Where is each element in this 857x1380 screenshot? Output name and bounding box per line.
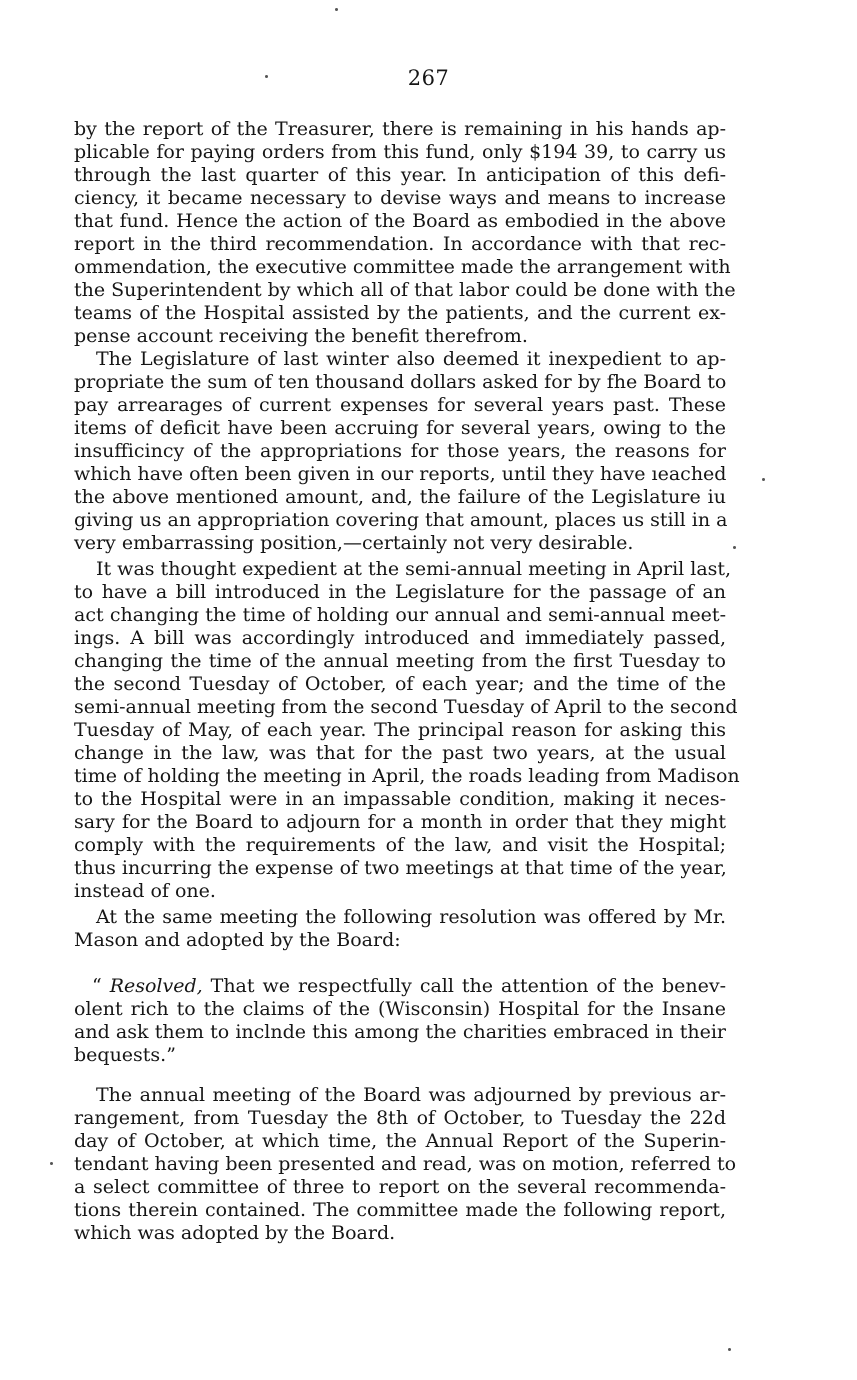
page-number: 267 [407,66,450,90]
text-line: insufficincy of the appropriations for those years, the reasons for [74,440,726,462]
text-line: Mason and adopted by the Board: [74,929,401,951]
text-line: At the same meeting the following resolution was offered by Mr. [96,906,726,928]
text-line: comply with the requirements of the law, and visit the Hospital; [74,834,726,856]
text-line: thus incurring the expense of two meetings at that time of the year, [74,857,727,879]
text-line: propriate the sum of ten thousand dollars asked for by fhe Board to [74,371,727,393]
print-speck [733,546,736,549]
text-line: instead of one. [74,880,216,902]
print-speck [762,478,765,481]
text-line: Tuesday of May, of each year. The principal reason for asking this [74,719,726,741]
text-line: teams of the Hospital assisted by the patients, and the current ex- [74,302,726,324]
text-line: ings. A bill was accordingly introduced and immediately passed, [74,627,726,649]
resolution-line: olent rich to the claims of the (Wisconsin) Hospital for the Insane [74,998,726,1020]
text-line: day of October, at which time, the Annual Report of the Superin- [74,1130,726,1152]
resolution-line: bequests.” [74,1044,176,1066]
text-line: It was thought expedient at the semi-annual meeting in April last, [96,558,732,580]
resolution-line: “ Resolved, That we respectfully call the attention of the benev- [92,975,726,997]
print-speck [728,1348,731,1351]
text-line: giving us an appropriation covering that amount, places us still in a [74,509,728,531]
text-line: the second Tuesday of October, of each year; and the time of the [74,673,726,695]
text-line: sary for the Board to adjourn for a month in order that they might [74,811,726,833]
text-line: tendant having been presented and read, was on motion, referred to [74,1153,737,1175]
text-line: the above mentioned amount, and, the failure of the Legislature iu [74,486,726,508]
text-line: pense account receiving the benefit therefrom. [74,325,528,347]
text-line: semi-annual meeting from the second Tuesday of April to the second [74,696,738,718]
text-line: The Legislature of last winter also deemed it inexpedient to ap- [96,348,726,370]
text-line: through the last quarter of this year. In anticipation of this defi- [74,164,726,186]
text-line: The annual meeting of the Board was adjourned by previous ar- [96,1084,726,1106]
text-line: very embarrassing position,—certainly not very desirable. [74,532,634,554]
text-line: rangement, from Tuesday the 8th of October, to Tuesday the 22d [74,1107,726,1129]
text-line: which have often been given in our reports, until they have ıeached [74,463,727,485]
text-line: ommendation, the executive committee made the arrangement with [74,256,731,278]
text-line: that fund. Hence the action of the Board as embodied in the above [74,210,726,232]
text-line: the Superintendent by which all of that labor could be done with the [74,279,736,301]
text-line: changing the time of the annual meeting from the first Tuesday to [74,650,726,672]
print-speck [335,8,338,11]
text-line: which was adopted by the Board. [74,1222,396,1244]
print-speck [265,75,268,78]
text-line: ciency, it became necessary to devise ways and means to increase [74,187,726,209]
print-speck [50,1162,53,1165]
text-line: report in the third recommendation. In accordance with that rec- [74,233,726,255]
text-line: to have a bill introduced in the Legislature for the passage of an [74,581,726,603]
text-line: plicable for paying orders from this fund, only $194 39, to carry us [74,141,726,163]
text-line: time of holding the meeting in April, the roads leading from Madison [74,765,740,787]
text-line: by the report of the Treasurer, there is remaining in his hands ap- [74,118,726,140]
resolution-line: and ask them to inclnde this among the charities embraced in their [74,1021,726,1043]
text-line: tions therein contained. The committee made the following report, [74,1199,726,1221]
text-line: items of deficit have been accruing for several years, owing to the [74,417,726,439]
text-line: to the Hospital were in an impassable condition, making it neces- [74,788,726,810]
text-line: change in the law, was that for the past two years, at the usual [74,742,726,764]
text-line: pay arrearages of current expenses for several years past. These [74,394,726,416]
text-line: act changing the time of holding our annual and semi-annual meet- [74,604,726,626]
text-line: a select committee of three to report on the several recommenda- [74,1176,726,1198]
